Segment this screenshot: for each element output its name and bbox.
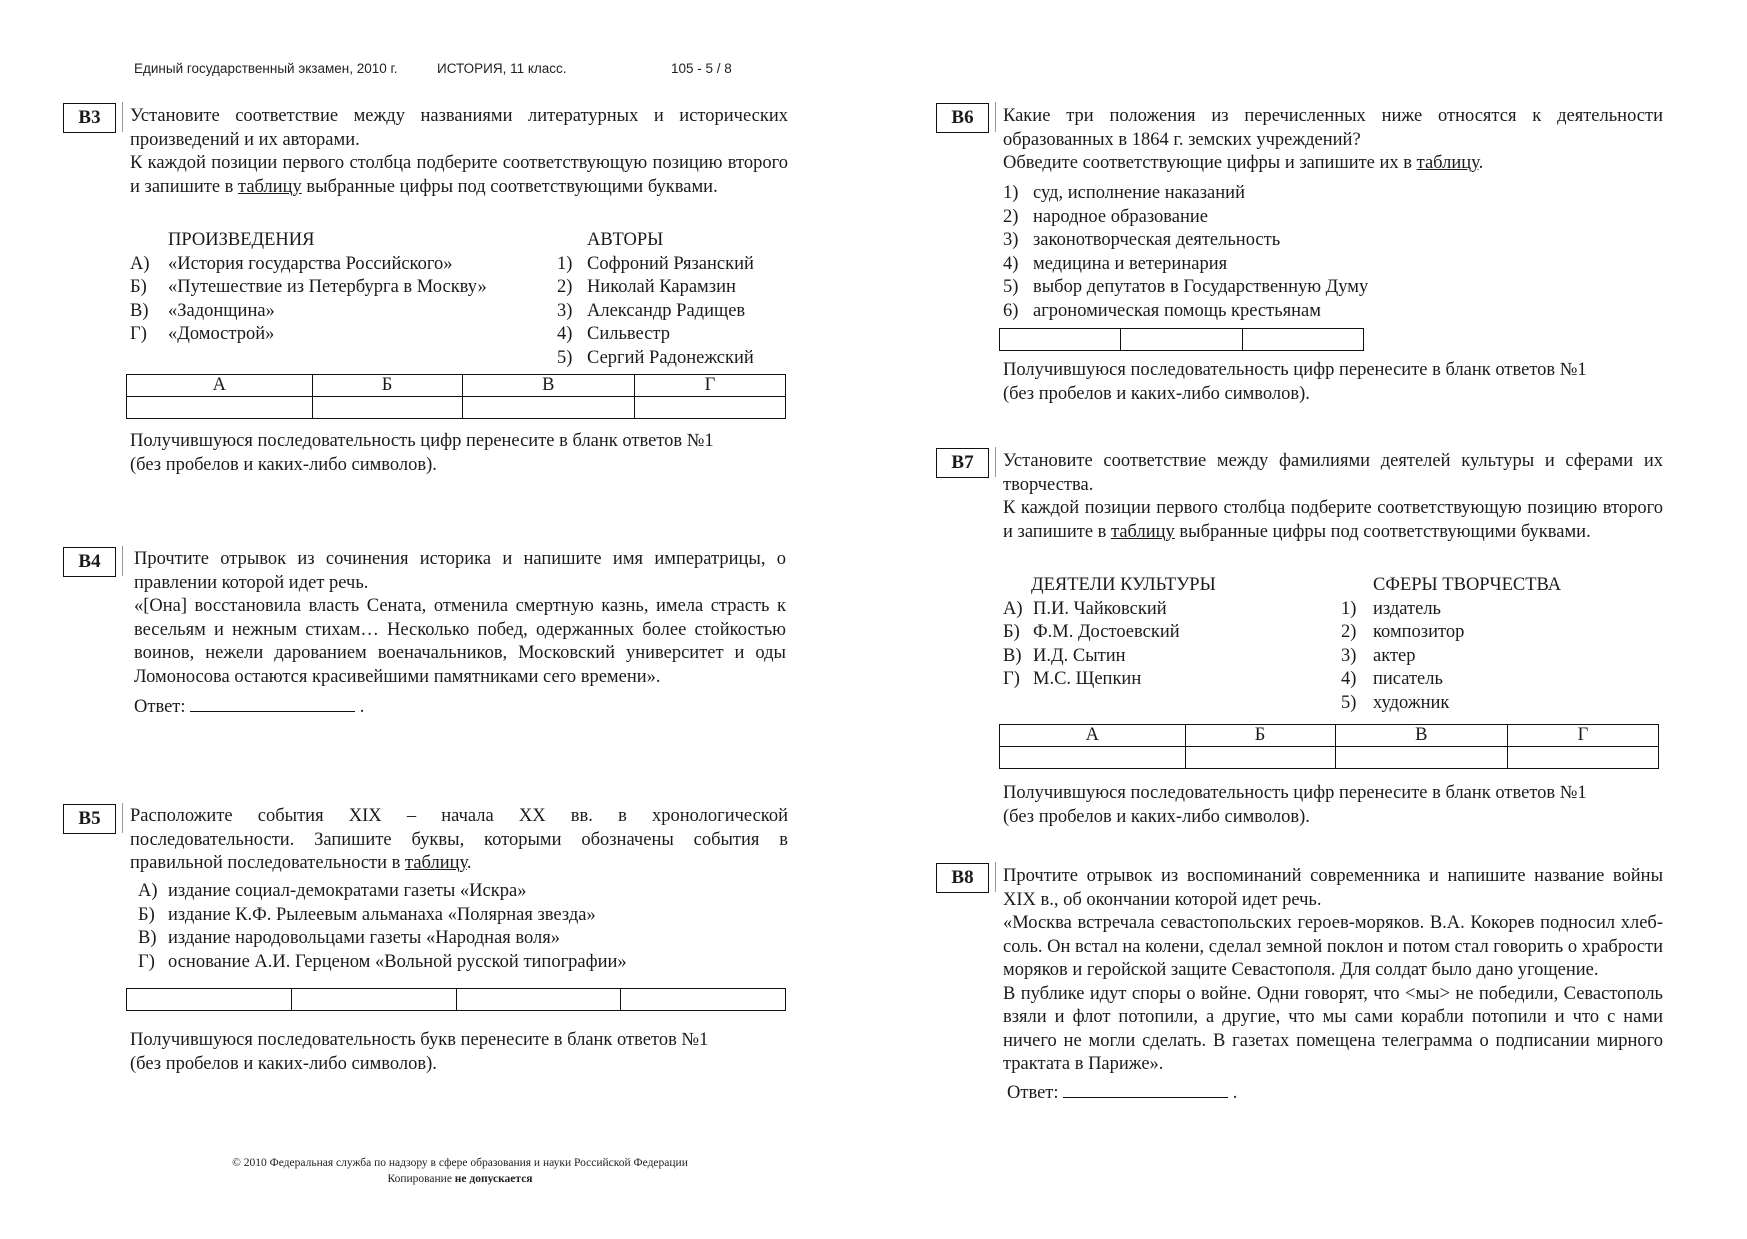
list-item: 5) выбор депутатов в Государственную Думу: [1003, 277, 1369, 297]
answer-cell[interactable]: [1507, 747, 1658, 769]
table-link: таблицу: [405, 853, 467, 873]
answer-cell[interactable]: [1000, 329, 1121, 351]
copyright: © 2010 Федеральная служба по надзору в сфере образования и науки Российской Федерации: [232, 1157, 688, 1169]
list-item: 5) Сергий Радонежский: [557, 347, 754, 368]
events-list: [138, 880, 627, 974]
answer-table: [126, 374, 786, 419]
column-header: Б: [1185, 725, 1335, 747]
task-label: В3: [63, 103, 116, 133]
authors-list: [557, 253, 754, 371]
column-heading: ДЕЯТЕЛИ КУЛЬТУРЫ: [1031, 575, 1216, 595]
answer-row: Ответ: .: [1003, 1079, 1663, 1106]
list-item: 2) народное образование: [1003, 206, 1208, 227]
answer-label: Ответ:: [1007, 1082, 1059, 1103]
task-intro: Расположите события XIX – начала XX вв. в хронологической последовательности. Запишите буквы, которыми обозначены события в правильной последовательности в таблицу.: [130, 806, 788, 873]
task-intro: Прочтите отрывок из сочинения историка и напишите имя императрицы, о правлении которой идет речь.: [134, 549, 786, 593]
task-label: В8: [936, 863, 989, 893]
list-item: Г) основание А.И. Герценом «Вольной русской типографии»: [138, 951, 627, 972]
answer-cell[interactable]: [1185, 747, 1335, 769]
answer-table: [126, 988, 786, 1011]
subject-title: ИСТОРИЯ, 11 класс.: [437, 61, 567, 76]
task-intro: Установите соответствие между названиями литературных и исторических произведений и их авторами.: [130, 106, 788, 150]
list-item: Г) М.С. Щепкин: [1003, 669, 1142, 689]
figures-list: [1003, 598, 1216, 692]
list-item: 3) Александр Радищев: [557, 300, 746, 321]
answer-cell[interactable]: [621, 989, 786, 1011]
list-item: 2) Николай Карамзин: [557, 277, 736, 297]
list-item: Б) издание К.Ф. Рылеевым альманаха «Полярная звезда»: [138, 904, 596, 925]
list-item: 1) издатель: [1341, 598, 1441, 619]
transfer-note: Получившуюся последовательность цифр перенесите в бланк ответов №1 (без пробелов и каких-либо символов).: [130, 431, 714, 475]
list-item: 4) писатель: [1341, 669, 1443, 689]
list-item: Б) «Путешествие из Петербурга в Москву»: [130, 277, 487, 297]
quote-text: В публике идут споры о войне. Одни говорят, что <мы> не победили, Севастополь взяли и флот потопили, а другие, что мы сами корабли потопили и что с нами ничего не могли сделать. В газетах помещена телеграмма о подписании мирного трактата в Париже».: [1003, 983, 1663, 1074]
task-body: [130, 805, 788, 876]
exam-title: Единый государственный экзамен, 2010 г.: [134, 61, 398, 76]
task-label: В6: [936, 103, 989, 133]
answer-input[interactable]: [190, 693, 355, 712]
answer-cell[interactable]: [127, 989, 292, 1011]
answer-label: Ответ:: [134, 697, 186, 717]
list-item: В) «Задонщина»: [130, 300, 275, 321]
task-body: [1003, 105, 1663, 176]
list-item: 2) композитор: [1341, 622, 1465, 642]
column-header: А: [127, 375, 313, 397]
list-item: А) издание социал-демократами газеты «Искра»: [138, 881, 527, 901]
column-header: Г: [1507, 725, 1658, 747]
list-item: 3) актер: [1341, 645, 1416, 666]
list-item: А) «История государства Российского»: [130, 253, 453, 274]
transfer-note: Получившуюся последовательность цифр перенесите в бланк ответов №1 (без пробелов и каких-либо символов).: [1003, 360, 1587, 404]
transfer-note: Получившуюся последовательность букв перенесите в бланк ответов №1 (без пробелов и каких-либо символов).: [130, 1030, 709, 1074]
works-column: [130, 229, 487, 347]
column-header: Б: [312, 375, 462, 397]
column-header: Г: [634, 375, 785, 397]
works-list: [130, 253, 487, 347]
answer-table: [999, 724, 1659, 769]
answer-row: Ответ: .: [134, 693, 786, 720]
authors-column: [557, 229, 754, 370]
answer-cell[interactable]: [1121, 329, 1242, 351]
task-body: [1003, 450, 1663, 544]
answer-cell[interactable]: [312, 397, 462, 419]
list-item: В) И.Д. Сытин: [1003, 645, 1126, 666]
spheres-list: [1341, 598, 1561, 716]
page-footer: [160, 1155, 760, 1187]
list-item: В) издание народовольцами газеты «Народная воля»: [138, 928, 561, 948]
answer-input[interactable]: [1063, 1079, 1228, 1098]
answer-cell[interactable]: [1000, 747, 1186, 769]
list-item: 4) Сильвестр: [557, 324, 670, 344]
list-item: Г) «Домострой»: [130, 324, 275, 344]
answer-cell[interactable]: [456, 989, 621, 1011]
column-heading: ПРОИЗВЕДЕНИЯ: [168, 230, 315, 250]
task-instruction: К каждой позиции первого столбца подберите соответствующую позицию второго и запишите в таблицу выбранные цифры под соответствующими буквами.: [1003, 498, 1663, 542]
task-label: В5: [63, 804, 116, 834]
task-body: [134, 548, 786, 720]
task-instruction: Обведите соответствующие цифры и запишите их в таблицу.: [1003, 153, 1484, 173]
figures-column: [1003, 574, 1216, 692]
quote-text: «[Она] восстановила власть Сената, отменила смертную казнь, имела страсть к весельям и нежным стихам… Несколько побед, одержанных более стойкостью воинов, нежели дарованием военачальников, Московский университет и оды Ломоносова остаются красивейшими памятниками сего времени».: [134, 596, 786, 687]
copy-notice: Копирование не допускается: [387, 1173, 533, 1185]
page-number: 105 - 5 / 8: [671, 61, 732, 76]
quote-text: «Москва встречала севастопольских героев-моряков. В.А. Кокорев подносил хлеб-соль. Он встал на колени, сделал земной поклон и потом стал говорить о храбрости моряков и геройской защите Севастополя. Для солдат было дано угощение.: [1003, 913, 1663, 980]
list-item: А) П.И. Чайковский: [1003, 598, 1167, 619]
task-body: [1003, 865, 1663, 1105]
column-header: В: [1335, 725, 1507, 747]
column-heading: СФЕРЫ ТВОРЧЕСТВА: [1373, 575, 1562, 595]
table-link: таблицу: [238, 176, 302, 197]
column-header: В: [462, 375, 634, 397]
options-list: [1003, 182, 1368, 323]
task-intro: Какие три положения из перечисленных ниже относятся к деятельности образованных в 1864 г. земских учреждений?: [1003, 106, 1663, 150]
task-intro: Установите соответствие между фамилиями деятелей культуры и сферами их творчества.: [1003, 451, 1663, 495]
task-label: В7: [936, 448, 989, 478]
answer-cell[interactable]: [1242, 329, 1363, 351]
transfer-note: Получившуюся последовательность цифр перенесите в бланк ответов №1 (без пробелов и каких-либо символов).: [1003, 783, 1587, 827]
list-item: 5) художник: [1341, 692, 1450, 713]
list-item: 6) агрономическая помощь крестьянам: [1003, 300, 1321, 321]
list-item: 4) медицина и ветеринария: [1003, 253, 1228, 274]
task-instruction: К каждой позиции первого столбца подберите соответствующую позицию второго и запишите в таблицу выбранные цифры под соответствующими буквами.: [130, 153, 788, 197]
column-heading: АВТОРЫ: [587, 230, 664, 250]
task-body: [130, 105, 788, 199]
answer-cell[interactable]: [1335, 747, 1507, 769]
spheres-column: [1341, 574, 1561, 715]
list-item: Б) Ф.М. Достоевский: [1003, 622, 1180, 642]
answer-table: [999, 328, 1364, 351]
task-intro: Прочтите отрывок из воспоминаний современника и напишите название войны XIX в., об окончании которой идет речь.: [1003, 866, 1663, 910]
table-link: таблицу: [1416, 153, 1479, 173]
column-header: А: [1000, 725, 1186, 747]
list-item: 1) Софроний Рязанский: [557, 253, 754, 274]
answer-cell[interactable]: [291, 989, 456, 1011]
task-label: В4: [63, 547, 116, 577]
table-link: таблицу: [1111, 521, 1175, 542]
answer-cell[interactable]: [634, 397, 785, 419]
answer-cell[interactable]: [462, 397, 634, 419]
answer-cell[interactable]: [127, 397, 313, 419]
list-item: 3) законотворческая деятельность: [1003, 230, 1281, 250]
list-item: 1) суд, исполнение наказаний: [1003, 183, 1245, 203]
